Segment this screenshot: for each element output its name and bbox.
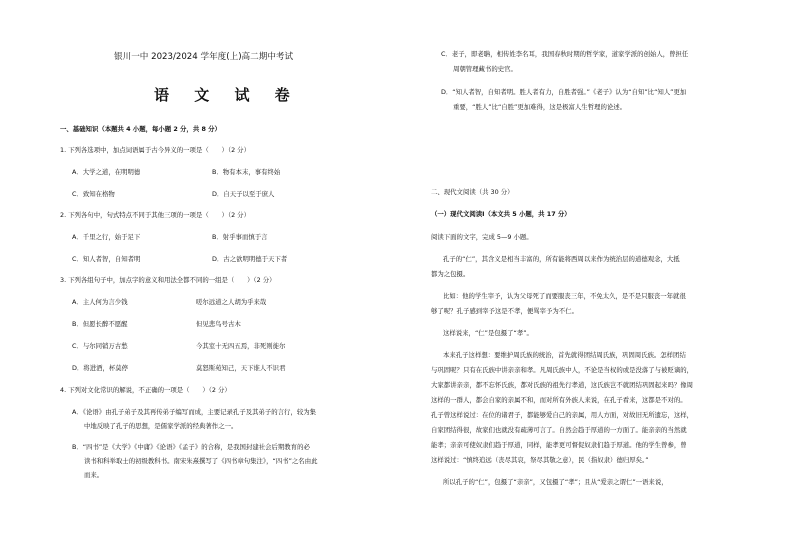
q3-option-b2: 但见悲鸟号古木 xyxy=(196,320,241,328)
q4-option-b-line2: 读书和科举取士的初级教科书。南宋朱熹撰写了《四书章句集注》，“四书”之名由此 xyxy=(84,457,318,465)
q2-stem: 2. 下列各句中，句式特点不同于其他三项的一项是（ ）（2 分） xyxy=(60,211,250,219)
right-page xyxy=(397,0,794,550)
para2-line2: 够了呢？孔子感到宰予这是不孝，便骂宰予为不仁。 xyxy=(431,307,578,315)
q4-stem: 4. 下列对文化常识的解说，不正确的一项是（ ）（2 分） xyxy=(60,386,231,394)
q2-option-d: D．古之欲明明德于天下者 xyxy=(212,255,288,263)
reading-instruction: 阅读下面的文字，完成 5—9 小题。 xyxy=(431,233,533,241)
q3-stem: 3. 下列各组句子中，加点字的意义和用法全都不同的一组是（ ）（2 分） xyxy=(60,276,276,284)
q1-option-c: C．致知在格物 xyxy=(72,190,115,198)
q2-option-c: C．知人者智，自知者明 xyxy=(72,255,141,263)
q3-option-a1: A．主人何为言少钱 xyxy=(72,298,128,306)
para1-line2: 都为之包摄。 xyxy=(431,270,470,278)
q2-option-b: B．射乎事而慎于言 xyxy=(212,233,268,241)
para2-line1: 比如：他的学生宰予，认为父母死了而要服丧三年，不免太久，是不是只服丧一年就很 xyxy=(443,292,686,300)
para5-line1: 所以孔子的“仁”，包摄了“亲亲”，又包摄了“孝”；且从“爱亲之谓仁”一语来说， xyxy=(443,478,668,486)
para4-line7: 能孝；亲亲可使奴隶们趋于厚道，同样，能孝更可督促奴隶们趋于厚道。他的学生曾参，曾 xyxy=(431,441,687,449)
para4-line2: 与巩固呢？只有在氏族中讲亲亲和孝。凡周氏族中人，不论是当权的或是没落了与被贬谪的， xyxy=(431,366,694,374)
subsection-heading: （一）现代文阅读Ⅰ（本文共 5 小题，共 17 分） xyxy=(431,210,571,218)
q4-option-d-line2: 重要，“胜人”比“自胜”更加难得，这是极富人生哲理的论述。 xyxy=(453,103,627,111)
q3-option-d2: 莫怒斯苑知己，天下谁人不识君 xyxy=(196,364,286,372)
q4-option-c-line2: 周朝管理藏书的史官。 xyxy=(453,65,517,73)
q1-option-b: B．物有本末，事有终始 xyxy=(212,168,281,176)
exam-header: 银川一中 2023/2024 学年度(上)高二期中考试 xyxy=(114,52,294,62)
q3-option-d1: D．将进酒，杯莫停 xyxy=(72,364,129,372)
q4-option-b-line1: B．“四书”是《大学》《中庸》《论语》《孟子》的合称，是我国封建社会后期教育的必 xyxy=(72,443,310,451)
para4-line1: 本来孔子这样想：要维护周氏族的统治，首先就得团结周氏族，巩固周氏族。怎样团结 xyxy=(443,351,686,359)
para4-line8: 这样说过：“慎终追远（丧尽其哀，祭尽其敬之意），民（指奴隶）德归厚矣。” xyxy=(431,456,649,464)
para3: 这样说来，“仁”是包摄了“孝”。 xyxy=(443,329,533,337)
q4-option-a-line2: 中地反映了孔子的思想，是儒家学派的经典著作之一。 xyxy=(84,422,238,430)
para4-line4: 这样的一群人，都会自家的亲属不和，而对所有外族人来说，在孔子看来，这都是不对的。 xyxy=(431,396,687,404)
q2-option-a: A．千里之行，始于足下 xyxy=(72,233,141,241)
q4-option-a-line1: A．《论语》由孔子弟子及其再传弟子编写而成，主要记录孔子及其弟子的言行，较为集 xyxy=(72,408,317,416)
q4-option-c-line1: C．老子，即老聃，相传姓李名耳，我国春秋时期的哲学家，道家学派的创始人，曾担任 xyxy=(441,50,689,58)
q3-option-a2: 嗟尔远道之人胡为乎来哉 xyxy=(196,298,267,306)
q3-option-c1: C．与尔同销万古愁 xyxy=(72,342,128,350)
q3-option-c2: 今其室十无四五焉，非死则徙尔 xyxy=(196,342,286,350)
q1-option-a: A．大学之道，在明明德 xyxy=(72,168,141,176)
section-1-heading: 一、基础知识（本题共 4 小题，每小题 2 分，共 8 分） xyxy=(60,125,221,133)
q4-option-d-line1: D．“知人者智，自知者明。胜人者有力，自胜者强。”《老子》认为“自知”比“知人”更加 xyxy=(441,88,687,96)
para1-line1: 孔子的“仁”，其含义是相当丰富的，所有能将西周以来作为统治层的道德观念，大抵 xyxy=(443,255,680,263)
q4-option-b-line3: 而来。 xyxy=(84,471,104,479)
q1-option-d: D．自天子以至于庶人 xyxy=(212,190,275,198)
exam-title: 语 文 试 卷 xyxy=(154,86,300,104)
para4-line5: 孔子曾这样说过：在位的诸君子，都能够爱自己的亲属，用人方面，对故旧无所遗忘，这样， xyxy=(431,411,694,419)
q3-option-b1: B．但愿长醉不愿醒 xyxy=(72,320,128,328)
para4-line6: 自家团结得很，故家们也就没有疏薄可言了。自然会趋于厚道的一方面了。能亲亲的当然就 xyxy=(431,426,687,434)
para4-line3: 大家都讲亲亲，都不忘怀氏族，都对氏族的祖先行孝道，这氏族岂不就团结巩固起来吗？像周 xyxy=(431,381,694,389)
section-2-heading: 二、现代文阅读（共 30 分） xyxy=(431,188,514,196)
q1-stem: 1. 下列各选项中，加点词语属于古今异义的一项是（ ）（2 分） xyxy=(60,146,250,154)
